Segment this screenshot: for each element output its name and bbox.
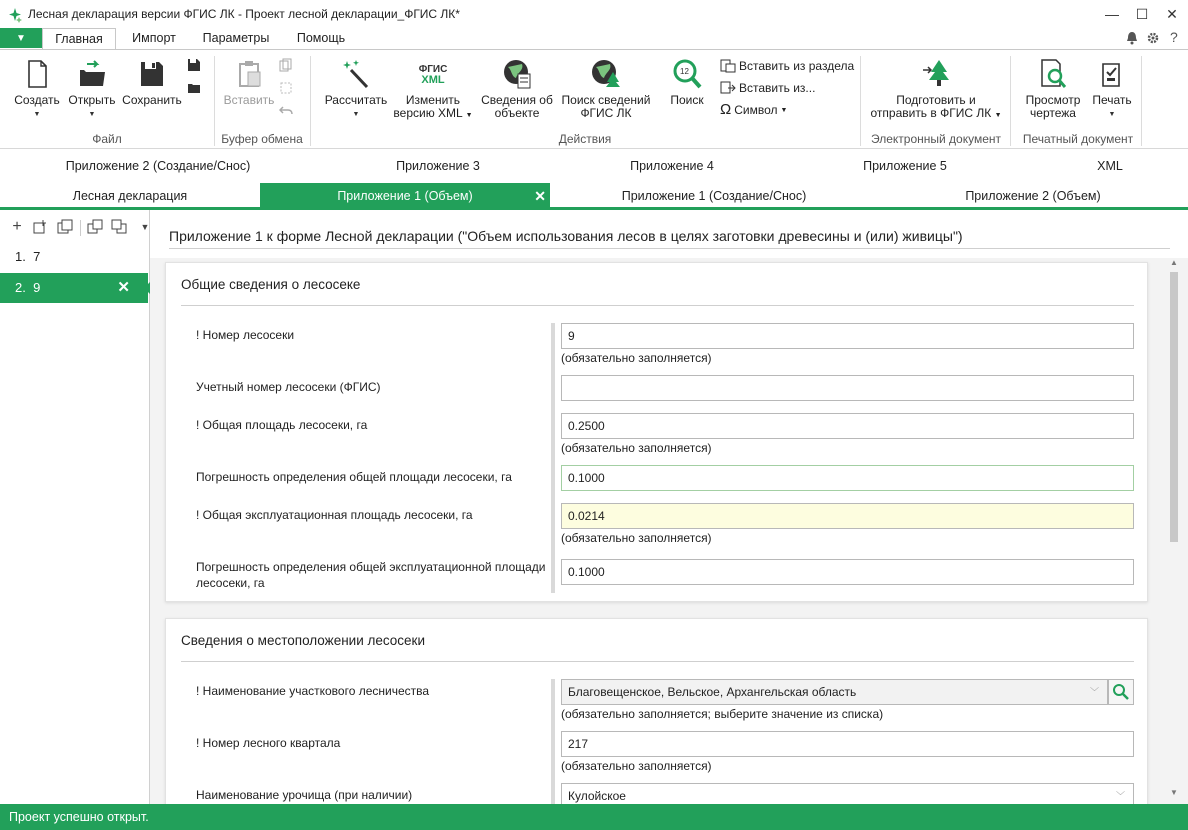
tab-appendix-2-volume[interactable]: Приложение 2 (Объем) (965, 189, 1101, 203)
chevron-down-icon: ▼ (1108, 111, 1116, 118)
group-divider (1141, 56, 1142, 146)
insert-section-icon (720, 59, 736, 73)
file-group-label: Файл (92, 132, 122, 146)
tab-import[interactable]: Импорт (132, 31, 176, 45)
paste-clipboard-icon (234, 58, 264, 90)
field-label: Погрешность определения общей эксплуатационной площади лесосеки, га (196, 560, 546, 590)
field-hint: (обязательно заполняется; выберите значение из списка) (561, 707, 884, 721)
group-divider (860, 56, 861, 146)
duplicate-icon[interactable] (56, 218, 74, 236)
field-label: Наименование урочища (при наличии) (196, 788, 413, 802)
move-up-icon[interactable] (86, 218, 104, 236)
omega-icon: Ω (720, 101, 732, 118)
list-item-index: 2. (15, 280, 26, 295)
divider (169, 248, 1170, 249)
section-title: Сведения о местоположении лесосеки (181, 633, 425, 648)
globe-tree-icon (591, 58, 621, 90)
help-icon[interactable]: ? (1170, 29, 1178, 45)
copy-icon[interactable] (279, 58, 293, 72)
add-copy-icon[interactable] (32, 218, 50, 236)
preview-label-2: чертежа (1030, 106, 1076, 120)
scroll-up-icon[interactable]: ▲ (1170, 258, 1178, 267)
main-content (150, 210, 1188, 804)
quarter-number-input[interactable] (561, 731, 1134, 757)
paste-label: Вставить (223, 93, 275, 107)
document-tabs-row-1 (0, 153, 1188, 182)
search-fgis-label-2: ФГИС ЛК (580, 106, 632, 120)
send-tree-icon (921, 58, 951, 90)
chevron-down-icon: ▼ (780, 106, 788, 114)
scroll-thumb[interactable] (1170, 272, 1178, 542)
print-group-label: Печатный документ (1022, 132, 1134, 146)
preview-label: Просмотр (1025, 93, 1081, 107)
fgis-logo-text: ФГИС (418, 64, 448, 75)
xml-logo-text: XML (421, 74, 445, 86)
tab-appendix-1-create[interactable]: Приложение 1 (Создание/Снос) (621, 189, 807, 203)
record-list-panel (0, 210, 150, 804)
file-menu-button[interactable] (0, 28, 42, 48)
area-error-input[interactable] (561, 465, 1134, 491)
open-label: Открыть (68, 93, 116, 107)
save-label: Сохранить (122, 93, 182, 107)
field-label: ! Общая площадь лесосеки, га (196, 418, 368, 432)
tab-appendix-5[interactable]: Приложение 5 (863, 159, 947, 173)
more-options-icon[interactable]: ▼ (140, 222, 150, 232)
list-item-index: 1. (15, 249, 26, 264)
field-divider (551, 679, 555, 804)
insert-from-section-label: Вставить из раздела (739, 59, 855, 73)
select-value: Благовещенское, Вельское, Архангельская область (568, 685, 857, 699)
tab-appendix-4[interactable]: Приложение 4 (630, 159, 714, 173)
forestry-search-button[interactable] (1108, 679, 1134, 705)
group-divider (214, 56, 215, 146)
chevron-down-icon: ▼ (352, 111, 360, 118)
tab-forest-declaration[interactable]: Лесная декларация (72, 189, 188, 203)
new-document-icon (22, 58, 52, 90)
print-label: Печать (1092, 93, 1132, 107)
gear-icon[interactable] (1146, 31, 1160, 45)
object-info-label: Сведения об (481, 93, 553, 107)
print-button[interactable] (1088, 58, 1136, 121)
chevron-down-icon: ﹀ (1115, 791, 1125, 801)
forestry-district-select[interactable] (561, 679, 1108, 705)
group-divider (1010, 56, 1011, 146)
calculate-label: Рассчитать (324, 93, 388, 107)
list-item[interactable] (0, 242, 148, 272)
section-lot-general-info (165, 262, 1148, 602)
ribbon (0, 49, 1188, 149)
close-icon[interactable]: ✕ (534, 188, 546, 204)
object-info-label-2: объекте (494, 106, 540, 120)
prepare-send-label: Подготовить и (896, 93, 976, 107)
field-label: Погрешность определения общей площади лесосеки, га (196, 470, 512, 484)
save-button[interactable] (120, 58, 184, 107)
field-hint: (обязательно заполняется) (561, 441, 712, 455)
toolbar-divider (80, 220, 81, 236)
calculate-button[interactable] (322, 58, 390, 121)
insert-from-button[interactable] (720, 81, 815, 95)
close-button[interactable]: ✕ (1166, 5, 1178, 22)
search-button[interactable] (664, 58, 710, 107)
object-info-button[interactable] (478, 58, 556, 120)
print-document-icon (1097, 58, 1127, 90)
lot-number-input[interactable] (561, 323, 1134, 349)
title-bar (0, 0, 1188, 28)
field-label: ! Номер лесного квартала (196, 736, 341, 750)
tab-label: Приложение 1 (Объем) (337, 189, 473, 203)
list-item-value: 9 (33, 280, 41, 295)
move-down-icon[interactable] (110, 218, 128, 236)
floppy-disk-icon (137, 58, 167, 90)
fgis-xml-icon (392, 58, 474, 94)
field-label: ! Номер лесосеки (196, 328, 295, 342)
field-label: Учетный номер лесосеки (ФГИС) (196, 380, 381, 394)
magnifier-icon (672, 58, 702, 90)
clipboard-group-label: Буфер обмена (221, 132, 303, 146)
status-bar: Проект успешно открыт. (0, 804, 1188, 830)
field-divider (551, 323, 555, 593)
symbol-button[interactable] (720, 103, 787, 117)
app-logo-icon (6, 6, 24, 24)
globe-document-icon (502, 58, 532, 90)
open-folder-icon (77, 58, 107, 90)
scroll-down-icon[interactable]: ▼ (1170, 788, 1178, 797)
chevron-down-icon: ▼ (88, 111, 96, 118)
preview-drawing-button[interactable] (1020, 58, 1086, 120)
change-xml-label: Изменить (405, 93, 461, 107)
lot-account-number-input[interactable] (561, 375, 1134, 401)
insert-from-icon (720, 81, 736, 95)
divider (181, 305, 1134, 306)
field-label: ! Общая эксплуатационная площадь лесосеки, га (196, 508, 473, 522)
paste-button[interactable] (220, 58, 278, 107)
tab-appendix-2-create[interactable]: Приложение 2 (Создание/Снос) (65, 159, 251, 173)
operational-area-error-input[interactable] (561, 559, 1134, 585)
insert-from-section-button[interactable] (720, 59, 854, 73)
list-item-value: 7 (33, 249, 41, 264)
search-badge: 12 (680, 67, 689, 76)
change-xml-label-2: версию XML (393, 106, 463, 120)
open-button[interactable] (64, 58, 120, 121)
tab-home[interactable]: Главная (42, 28, 116, 50)
symbol-label: Символ (734, 103, 778, 117)
field-label: ! Наименование участкового лесничества (196, 684, 430, 698)
field-hint: (обязательно заполняется) (561, 759, 712, 773)
tract-name-select[interactable] (561, 783, 1134, 804)
divider (181, 661, 1134, 662)
change-xml-version-button[interactable] (392, 58, 474, 122)
chevron-down-icon: ▼ (465, 112, 473, 119)
section-lot-location (165, 618, 1148, 804)
folder-icon[interactable] (187, 80, 201, 94)
page-header (150, 210, 1188, 258)
page-title: Приложение 1 к форме Лесной декларации ("Объем использования лесов в целях заготовки древесины и (или) живицы") (169, 228, 963, 244)
group-divider (310, 56, 311, 146)
field-hint: (обязательно заполняется) (561, 531, 712, 545)
tab-help[interactable]: Помощь (296, 31, 346, 45)
edoc-group-label: Электронный документ (870, 132, 1002, 146)
bell-icon[interactable] (1124, 30, 1140, 46)
chevron-down-icon: ﹀ (1089, 687, 1099, 697)
prepare-send-label-2: отправить в ФГИС ЛК (870, 106, 992, 120)
minimize-button[interactable]: — (1105, 6, 1119, 22)
list-item[interactable] (0, 273, 148, 303)
total-area-input[interactable] (561, 413, 1134, 439)
menu-bar (0, 28, 1188, 50)
insert-from-label: Вставить из... (739, 81, 816, 95)
maximize-button[interactable]: ☐ (1135, 5, 1149, 22)
undo-icon[interactable] (279, 103, 293, 117)
document-tabs-row-2 (0, 183, 1188, 210)
tab-appendix-1-volume[interactable] (260, 183, 550, 210)
tab-appendix-3[interactable]: Приложение 3 (396, 159, 480, 173)
tab-xml[interactable]: XML (1097, 159, 1123, 173)
search-fgis-label: Поиск сведений (561, 93, 651, 107)
cut-icon[interactable] (279, 81, 293, 95)
tab-parameters[interactable]: Параметры (202, 31, 270, 45)
create-label: Создать (14, 93, 60, 107)
vertical-scrollbar[interactable] (1168, 258, 1180, 804)
chevron-down-icon: ▼ (16, 32, 26, 44)
search-label: Поиск (670, 93, 704, 107)
create-button[interactable] (10, 58, 64, 121)
section-title: Общие сведения о лесосеке (181, 277, 361, 292)
magic-wand-icon (341, 58, 371, 90)
save-all-icon[interactable] (187, 58, 201, 72)
field-hint: (обязательно заполняется) (561, 351, 712, 365)
preview-magnifier-icon (1038, 58, 1068, 90)
operational-area-input[interactable] (561, 503, 1134, 529)
close-icon[interactable]: ✕ (117, 279, 130, 296)
prepare-send-button[interactable] (868, 58, 1004, 122)
actions-group-label: Действия (558, 132, 612, 146)
chevron-down-icon: ▼ (994, 112, 1002, 119)
chevron-down-icon: ▼ (33, 111, 41, 118)
select-value: Кулойское (568, 789, 626, 803)
add-icon[interactable]: + (12, 218, 22, 235)
window-title: Лесная декларация версии ФГИС ЛК - Проект лесной декларации_ФГИС ЛК* (28, 7, 460, 21)
search-icon (1109, 680, 1133, 704)
search-fgis-button[interactable] (558, 58, 654, 120)
